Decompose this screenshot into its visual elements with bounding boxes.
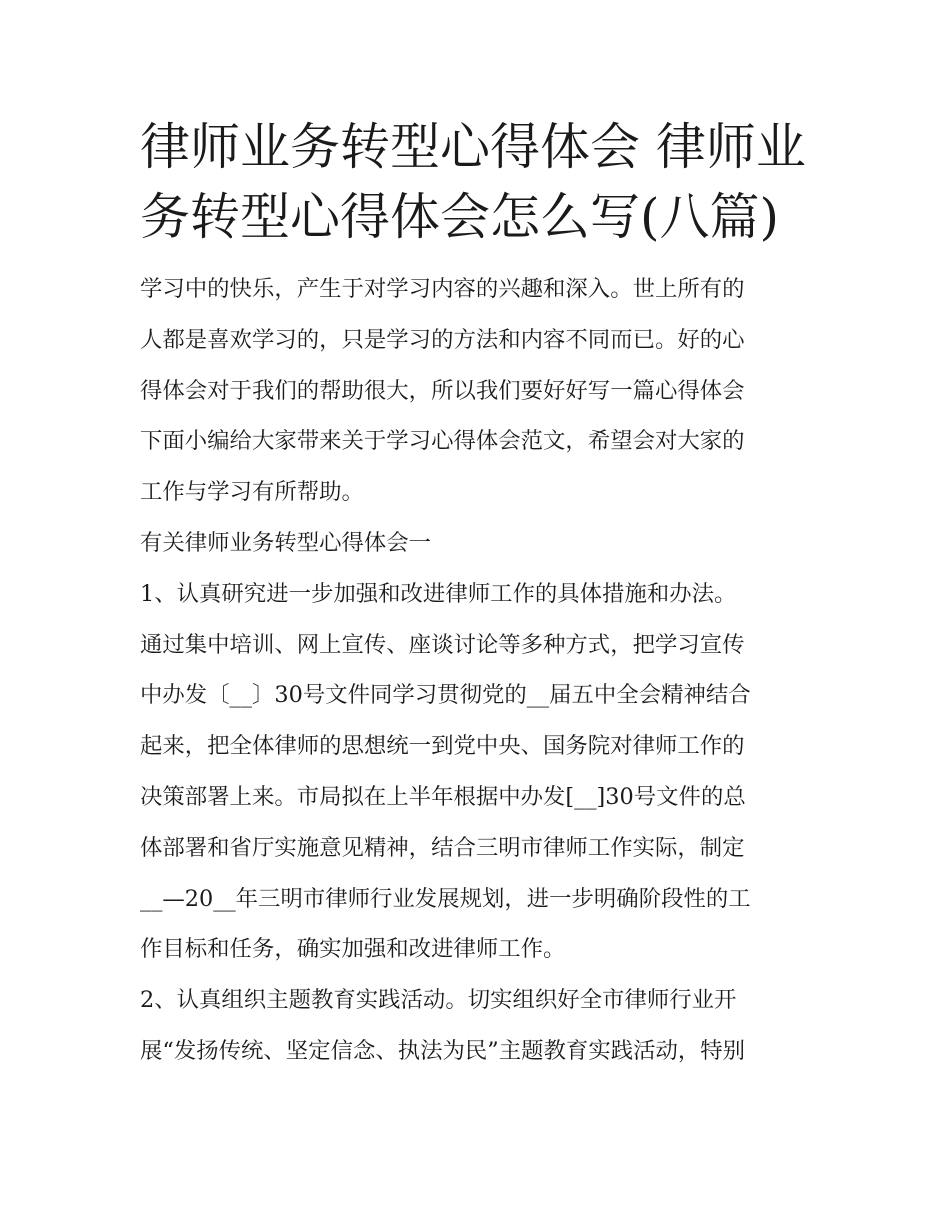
body-line: 1、认真研究进一步加强和改进律师工作的具体措施和办法。 xyxy=(140,580,737,607)
document-page xyxy=(140,112,812,1077)
document-body xyxy=(140,264,812,1077)
body-line: 中办发〔__〕30号文件同学习贯彻党的__届五中全会精神结合 xyxy=(140,682,751,709)
body-line: 得体会对于我们的帮助很大，所以我们要好好写一篇心得体会 xyxy=(140,377,745,404)
body-line: 下面小编给大家带来关于学习心得体会范文，希望会对大家的 xyxy=(140,428,745,455)
document-title xyxy=(140,112,812,252)
body-line: 学习中的快乐，产生于对学习内容的兴趣和深入。世上所有的 xyxy=(140,276,745,302)
body-line: __—20__年三明市律师行业发展规划，进一步明确阶段性的工 xyxy=(140,885,751,912)
body-line: 2、认真组织主题教育实践活动。切实组织好全市律师行业开 xyxy=(140,987,737,1014)
body-line: 体部署和省厅实施意见精神，结合三明市律师工作实际，制定 xyxy=(140,834,745,861)
section-heading: 有关律师业务转型心得体会一 xyxy=(140,529,432,556)
body-line: 展“发扬传统、坚定信念、执法为民”主题教育实践活动，特别 xyxy=(140,1037,746,1064)
body-line: 通过集中培训、网上宣传、座谈讨论等多种方式，把学习宣传 xyxy=(140,631,745,658)
body-line: 决策部署上来。市局拟在上半年根据中办发[__]30号文件的总 xyxy=(140,783,746,810)
body-line: 人都是喜欢学习的，只是学习的方法和内容不同而已。好的心 xyxy=(140,326,745,353)
title-line-1: 律师业务转型心得体会 律师业 xyxy=(140,118,806,176)
title-line-2: 务转型心得体会怎么写(八篇) xyxy=(140,188,780,246)
body-line: 作目标和任务，确实加强和改进律师工作。 xyxy=(140,936,566,963)
body-line: 工作与学习有所帮助。 xyxy=(140,479,364,506)
body-line: 起来，把全体律师的思想统一到党中央、国务院对律师工作的 xyxy=(140,733,745,760)
